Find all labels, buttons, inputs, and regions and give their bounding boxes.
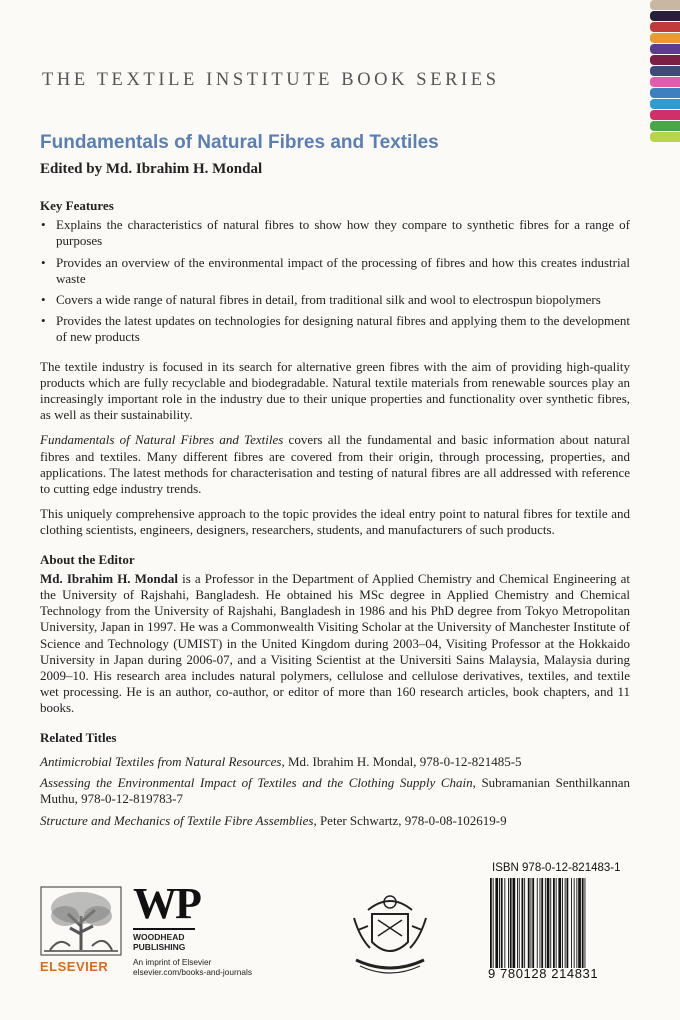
barcode-bar — [571, 878, 572, 968]
barcode-bar — [585, 878, 586, 968]
list-item: • Covers a wide range of natural fibres in detail, from traditional silk and wool to electrospun biopolymers — [40, 292, 630, 308]
fabric-swatch — [650, 132, 680, 142]
publisher-footer — [0, 862, 680, 992]
barcode-bar — [504, 878, 505, 968]
elsevier-tree-icon — [40, 886, 122, 956]
imprint-line: An imprint of Elsevier — [133, 957, 212, 967]
fabric-swatch — [650, 0, 680, 10]
related-title-name: Assessing the Environmental Impact of Textiles and the Clothing Supply Chain — [40, 775, 473, 791]
barcode-bar — [553, 878, 555, 968]
fabric-swatch — [650, 44, 680, 54]
editor-bio — [40, 571, 630, 717]
barcode-bar — [495, 878, 498, 968]
fabric-swatch — [650, 88, 680, 98]
barcode-bar — [556, 878, 557, 968]
fabric-swatch — [650, 99, 680, 109]
logo-divider — [133, 928, 195, 930]
editor-name: Md. Ibrahim H. Mondal — [40, 570, 179, 586]
woodhead-publishing-name — [133, 932, 185, 952]
barcode-bar — [517, 878, 518, 968]
fabric-swatch — [650, 33, 680, 43]
list-item: • Provides the latest updates on technologies for designing natural fibres and applying them to the development of new products — [40, 313, 630, 345]
barcode-bar — [582, 878, 584, 968]
barcode-bar — [541, 878, 543, 968]
woodhead-logo: WP — [133, 879, 200, 928]
woodhead-line: WOODHEAD — [133, 932, 185, 942]
fabric-swatch — [650, 11, 680, 21]
fabric-swatch — [650, 22, 680, 32]
barcode-bar — [578, 878, 581, 968]
back-cover-text — [40, 198, 630, 834]
barcode-bar — [493, 878, 494, 968]
related-title-info: , Peter Schwartz, 978-0-08-102619-9 — [313, 812, 507, 828]
imprint-text — [133, 957, 252, 977]
barcode-bar — [532, 878, 534, 968]
barcode-bar — [522, 878, 524, 968]
barcode-bar — [574, 878, 575, 968]
fabric-swatches — [650, 0, 680, 152]
key-features-heading: Key Features — [40, 198, 114, 213]
isbn-label: ISBN 978-0-12-821483-1 — [492, 862, 621, 874]
editor-line: Edited by Md. Ibrahim H. Mondal — [40, 161, 263, 177]
related-title-name: Structure and Mechanics of Textile Fibre Assemblies — [40, 812, 314, 828]
barcode-bar — [528, 878, 530, 968]
barcode-number: 9 780128 214831 — [488, 966, 599, 981]
barcode-bar — [540, 878, 541, 968]
barcode-bar — [567, 878, 569, 968]
related-title — [40, 754, 630, 770]
description-paragraph — [40, 432, 630, 497]
elsevier-logo-text: ELSEVIER — [40, 959, 109, 974]
fabric-swatch — [650, 77, 680, 87]
related-title — [40, 775, 630, 807]
list-item: • Explains the characteristics of natural fibres to show how they compare to synthetic fibres for a range of purposes — [40, 217, 630, 249]
related-title-info: , Md. Ibrahim H. Mondal, 978-0-12-821485-5 — [281, 753, 522, 769]
fabric-swatch — [650, 66, 680, 76]
book-title-italic: Fundamentals of Natural Fibres and Textiles — [40, 432, 284, 448]
barcode-bar — [550, 878, 551, 968]
barcode-bar — [524, 878, 525, 968]
barcode-bar — [501, 878, 503, 968]
list-item: • Provides an overview of the environmental impact of the processing of fibres and how this creates industrial waste — [40, 255, 630, 287]
fabric-swatch — [650, 110, 680, 120]
barcode-bar — [510, 878, 512, 968]
description-paragraph: This uniquely comprehensive approach to the topic provides the ideal entry point to natural fibres for textile and clothing scientists, engineers, designers, researchers, students, and manufacturers of such products. — [40, 506, 630, 538]
related-title-info: , Subramanian Senthilkannan Muthu, 978-0-12-819783-7 — [40, 775, 631, 807]
barcode-bar — [565, 878, 566, 968]
barcode-bar — [531, 878, 532, 968]
barcode-bar — [513, 878, 516, 968]
barcode-bar — [537, 878, 538, 968]
about-editor-heading: About the Editor — [40, 551, 135, 567]
related-titles-heading: Related Titles — [40, 729, 117, 745]
description-text: covers all the fundamental and basic information about natural fibres and textiles. Many different fibres are covered from their origin, through processing, properties, and applications. The latest methods for characterisation and testing of natural fibres are all addressed with reference to cutting edge industry trends. — [40, 432, 631, 497]
related-title — [40, 813, 630, 829]
series-title: THE TEXTILE INSTITUTE BOOK SERIES — [42, 70, 500, 90]
barcode-bar — [547, 878, 550, 968]
description-paragraph: The textile industry is focused in its search for alternative green fibres with the aim of providing high-quality products which are fully recyclable and biodegradable. Natural textile materials from renewable sources play an increasingly important role in the industry due to their unique properties and functionality over synthetic fibres, as well as their sustainability. — [40, 358, 630, 423]
publisher-url: elsevier.com/books-and-journals — [133, 967, 252, 977]
barcode-bar — [558, 878, 561, 968]
barcode-bar — [576, 878, 577, 968]
editor-bio-text: is a Professor in the Department of Applied Chemistry and Chemical Engineering at the University of Rajshahi, Bangladesh. He obtained his MSc degree in Applied Chemistry and Chemical Technology from the University of Rajshahi, Bangladesh in 1986 and his PhD degree from Tokyo Metropolitan University, Japan in 1997. He was a Commonwealth Visiting Scholar at the University of Manchester Institute of Science and Technology (UMIST) in the United Kingdom during 2003–04, Visiting Professor at the Hokkaido University in Japan during 2006-07, and a Visiting Scientist at the Universiti Sains Malaysia, Malaysia during 2009–10. His research area includes natural polymers, cellulose and cellulose derivatives, textiles, and textile wet processing. He is an author, co-author, or editor of more than 160 research articles, book chapters, and 11 books. — [40, 570, 630, 716]
publishing-line: PUBLISHING — [133, 942, 186, 952]
related-title-name: Antimicrobial Textiles from Natural Resources — [40, 753, 282, 769]
fabric-swatch — [650, 55, 680, 65]
barcode-bar — [562, 878, 563, 968]
textile-institute-seal-icon — [348, 890, 432, 980]
barcode-bar — [545, 878, 546, 968]
barcode-bar — [490, 878, 492, 968]
barcode-bar — [499, 878, 500, 968]
barcode-bar — [508, 878, 509, 968]
fabric-swatch — [650, 121, 680, 131]
barcode-bar — [519, 878, 520, 968]
key-features-list — [40, 217, 630, 345]
barcode-icon — [488, 878, 616, 968]
book-title: Fundamentals of Natural Fibres and Textiles — [40, 132, 439, 153]
